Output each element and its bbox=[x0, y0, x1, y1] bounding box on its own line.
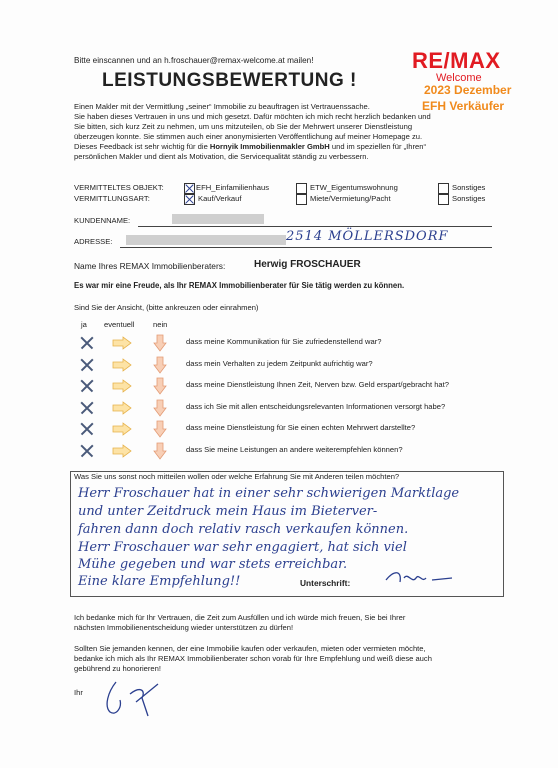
miete-checkbox[interactable] bbox=[296, 194, 307, 205]
sonstiges-type-label: Sonstiges bbox=[452, 194, 486, 203]
ja-checkmark-icon[interactable] bbox=[80, 358, 94, 372]
intro-line-1: Einen Makler mit der Vermittlung „seiner“ Immobilie zu beauftragen ist Vertrauenssache. bbox=[74, 102, 370, 111]
pleasure-text: Es war mir eine Freude, als Ihr REMAX Immobilienberater für Sie tätig werden zu können. bbox=[74, 281, 405, 290]
referral-line-3: gebührend zu honorieren! bbox=[74, 664, 161, 673]
signature-label: Unterschrift: bbox=[300, 578, 351, 588]
efh-label: EFH_Einfamilienhaus bbox=[196, 183, 270, 192]
survey-row bbox=[0, 398, 558, 420]
address-line bbox=[120, 247, 492, 248]
address-redacted bbox=[126, 235, 286, 245]
logo-welcome-text: Welcome bbox=[436, 72, 482, 84]
kauf-checkbox[interactable] bbox=[184, 194, 195, 205]
referral-line-2: bedanke ich mich als Ihr REMAX Immobilienberater schon vorab für Ihre Empfehlung und weiß diese auch bbox=[74, 654, 432, 663]
customer-line bbox=[138, 226, 492, 227]
survey-question: dass meine Kommunikation für Sie zufriedenstellend war? bbox=[186, 337, 382, 346]
survey-question: dass Sie meine Leistungen an andere weiterempfehlen können? bbox=[186, 444, 403, 454]
page-title: LEISTUNGSBEWERTUNG ! bbox=[102, 70, 357, 91]
survey-row bbox=[0, 419, 558, 441]
ja-checkmark-icon[interactable] bbox=[80, 422, 94, 436]
sonstiges-object-label: Sonstiges bbox=[452, 183, 486, 192]
ja-checkmark-icon[interactable] bbox=[80, 379, 94, 393]
survey-question: dass ich Sie mit allen entscheidungsrelevanten Informationen versorgt habe? bbox=[186, 401, 446, 411]
company-name: Hornyik Immobilienmakler GmbH bbox=[209, 142, 330, 151]
nein-arrow-icon[interactable] bbox=[153, 420, 167, 438]
survey-row bbox=[0, 441, 558, 463]
advisor-name: Herwig FROSCHAUER bbox=[254, 259, 361, 270]
eventuell-arrow-icon[interactable] bbox=[112, 358, 132, 372]
etw-label: ETW_Eigentumswohnung bbox=[310, 183, 398, 192]
sonstiges-object-checkbox[interactable] bbox=[438, 183, 449, 194]
etw-checkbox[interactable] bbox=[296, 183, 307, 194]
intro-line-6: persönlichen Makler und dient als Motivation, die Servicequalität ständig zu verbessern. bbox=[74, 152, 369, 161]
col-nein: nein bbox=[153, 320, 168, 329]
nein-arrow-icon[interactable] bbox=[153, 399, 167, 417]
survey-intro: Sind Sie der Ansicht, (bitte ankreuzen oder einrahmen) bbox=[74, 303, 259, 312]
comment-hand-line-2: und unter Zeitdruck mein Haus im Bieterver- bbox=[78, 504, 378, 519]
intro-line-4: überzeugen konnte. Sie stimmen auch einer anonymisierten Veröffentlichung auf meiner Homepage zu. bbox=[74, 132, 423, 141]
address-label: ADRESSE: bbox=[74, 237, 113, 246]
nein-arrow-icon[interactable] bbox=[153, 334, 167, 352]
intro-line-5: Dieses Feedback ist sehr wichtig für die Hornyik Immobilienmakler GmbH und im speziellen für „Ihren“ bbox=[74, 142, 427, 151]
thanks-line-2: nächsten Immobilienentscheidung wieder unterstützen zu dürfen! bbox=[74, 623, 294, 632]
comment-hand-line-4: Herr Froschauer war sehr engagiert, hat sich viel bbox=[78, 540, 407, 555]
stamp-type: EFH Verkäufer bbox=[422, 99, 505, 113]
ihr-label: Ihr bbox=[74, 688, 83, 697]
survey-row bbox=[0, 355, 558, 377]
eventuell-arrow-icon[interactable] bbox=[112, 401, 132, 415]
eventuell-arrow-icon[interactable] bbox=[112, 336, 132, 350]
survey-question: dass mein Verhalten zu jedem Zeitpunkt aufrichtig war? bbox=[186, 358, 373, 368]
customer-label: KUNDENNAME: bbox=[74, 216, 131, 225]
survey-row bbox=[0, 333, 558, 355]
ja-checkmark-icon[interactable] bbox=[80, 336, 94, 350]
comment-hand-line-6: Eine klare Empfehlung!! bbox=[78, 574, 241, 589]
nein-arrow-icon[interactable] bbox=[153, 442, 167, 460]
nein-arrow-icon[interactable] bbox=[153, 377, 167, 395]
kauf-label: Kauf/Verkauf bbox=[198, 194, 242, 203]
comment-hand-line-5: Mühe gegeben und war stets erreichbar. bbox=[78, 557, 348, 572]
col-eventuell: eventuell bbox=[104, 320, 135, 329]
efh-checkbox[interactable] bbox=[184, 183, 195, 194]
thanks-line-1: Ich bedanke mich für Ihr Vertrauen, die Zeit zum Ausfüllen und ich würde mich freuen, Sie bei Ihrer bbox=[74, 613, 406, 622]
object-label: VERMITTELTES OBJEKT: bbox=[74, 183, 164, 192]
advisor-label: Name Ihres REMAX Immobilienberaters: bbox=[74, 261, 226, 271]
comment-prompt: Was Sie uns sonst noch mitteilen wollen oder welche Erfahrung Sie mit Anderen teilen möchten? bbox=[74, 472, 400, 481]
advisor-signature bbox=[96, 672, 186, 722]
ja-checkmark-icon[interactable] bbox=[80, 401, 94, 415]
stamp-date: 2023 Dezember bbox=[424, 83, 512, 97]
eventuell-arrow-icon[interactable] bbox=[112, 422, 132, 436]
mail-instruction: Bitte einscannen und an h.froschauer@remax-welcome.at mailen! bbox=[74, 56, 314, 65]
survey-question: dass meine Dienstleistung Ihnen Zeit, Nerven bzw. Geld erspart/gebracht hat? bbox=[186, 380, 449, 389]
type-label: VERMITTLUNGSART: bbox=[74, 194, 150, 203]
customer-name-redacted bbox=[172, 214, 264, 224]
customer-signature bbox=[384, 566, 464, 588]
miete-label: Miete/Vermietung/Pacht bbox=[310, 194, 391, 203]
intro-line-3: Sie bitten, sich kurz Zeit zu nehmen, um uns mitzuteilen, ob Sie der Mehrwert unserer Dienstleistung bbox=[74, 122, 413, 131]
col-ja: ja bbox=[81, 320, 87, 329]
nein-arrow-icon[interactable] bbox=[153, 356, 167, 374]
comment-hand-line-1: Herr Froschauer hat in einer sehr schwierigen Marktlage bbox=[78, 486, 460, 501]
referral-line-1: Sollten Sie jemanden kennen, der eine Immobilie kaufen oder verkaufen, mieten oder vermieten möchte, bbox=[74, 644, 426, 653]
survey-question: dass meine Dienstleistung für Sie einen echten Mehrwert darstellte? bbox=[186, 423, 416, 432]
comment-hand-line-3: fahren dann doch relativ rasch verkaufen können. bbox=[78, 522, 409, 537]
sonstiges-type-checkbox[interactable] bbox=[438, 194, 449, 205]
survey-row bbox=[0, 376, 558, 398]
intro-line-2: Sie haben dieses Vertrauen in uns und mich gesetzt. Dafür möchten ich mich recht herzlich bedanken und bbox=[74, 112, 431, 121]
remax-logo: RE/MAX bbox=[412, 48, 501, 73]
eventuell-arrow-icon[interactable] bbox=[112, 379, 132, 393]
ja-checkmark-icon[interactable] bbox=[80, 444, 94, 458]
address-handwritten: 2514 MÖLLERSDORF bbox=[286, 229, 449, 244]
eventuell-arrow-icon[interactable] bbox=[112, 444, 132, 458]
